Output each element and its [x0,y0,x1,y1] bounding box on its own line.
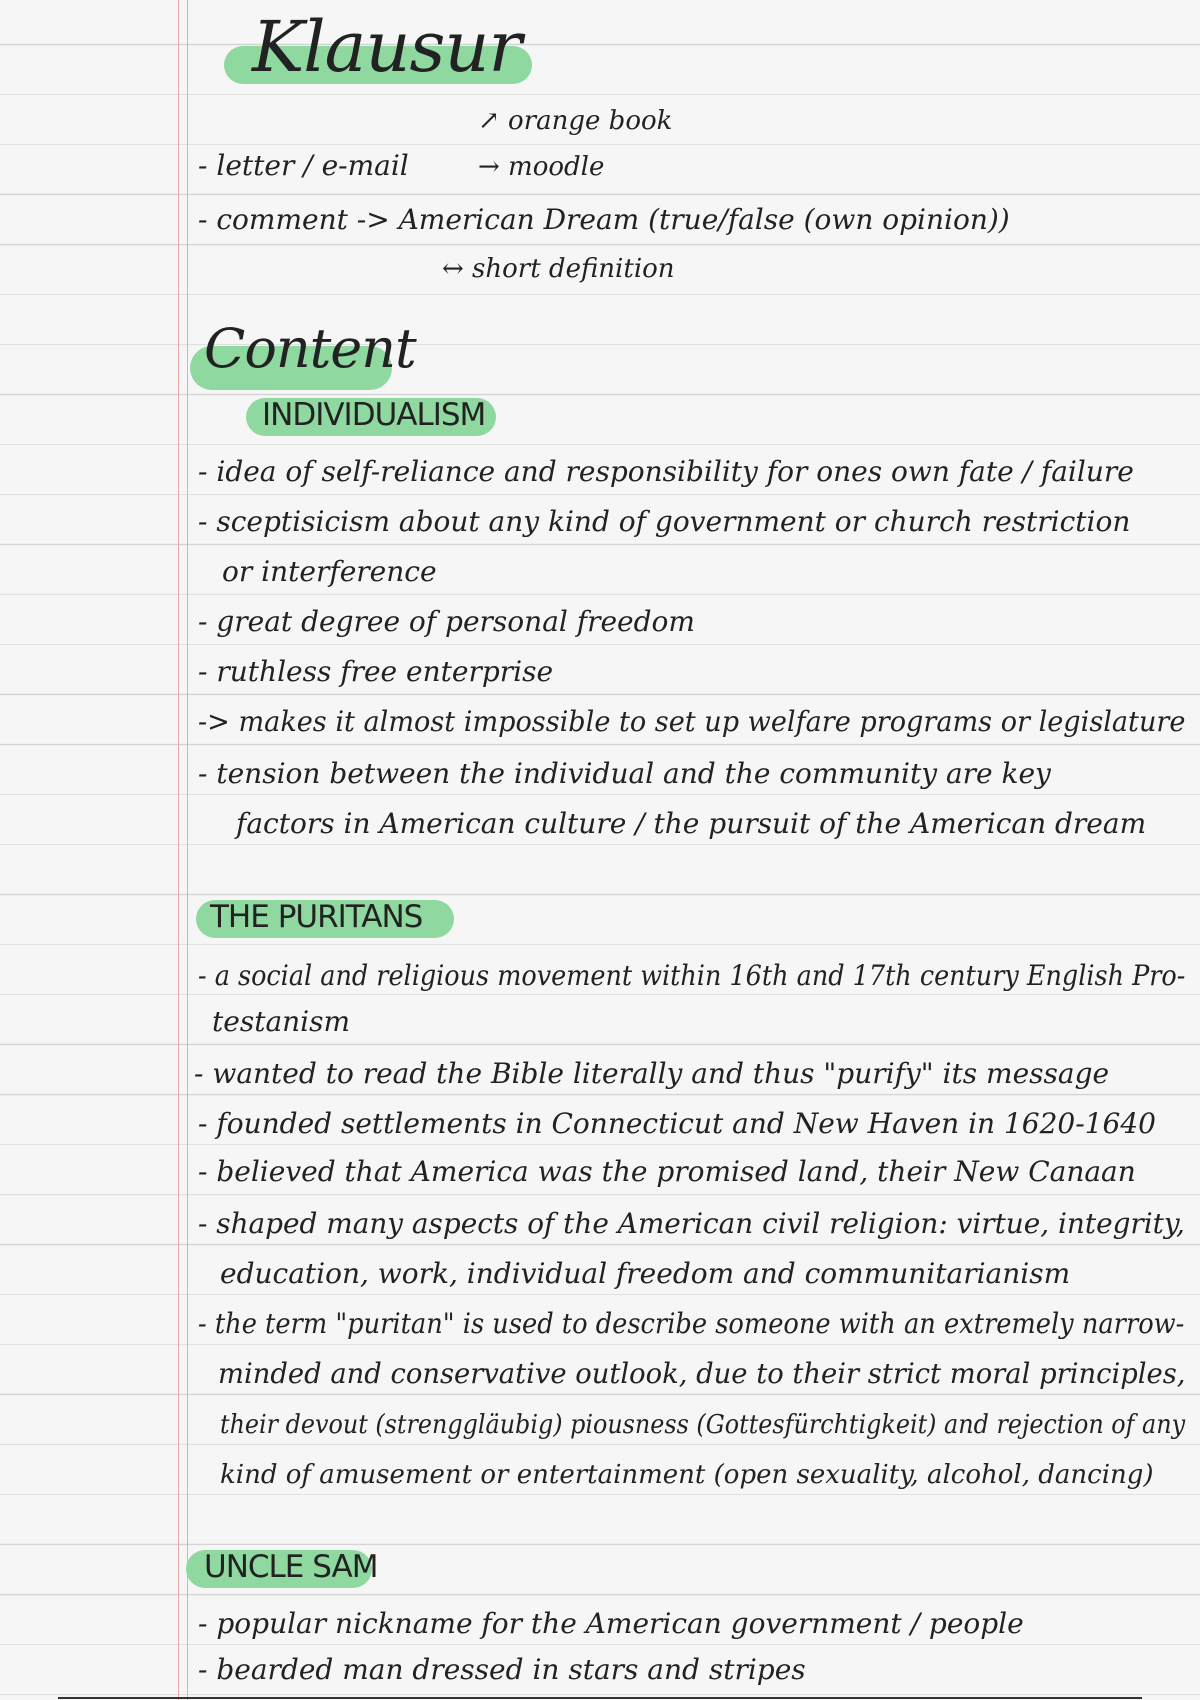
exam-letter-line: - letter / e-mail [198,149,409,182]
puritans-line: testanism [212,1005,351,1038]
margin-line-inner [187,0,188,1700]
uncle-sam-line: - popular nickname for the American government / people [198,1607,1024,1640]
puritans-line: - believed that America was the promised land, their New Canaan [198,1155,1136,1188]
puritans-line: their devout (strenggläubig) piousness (Gottesfürchtigkeit) and rejection of any [220,1410,1186,1440]
exam-comment-line: - comment -> American Dream (true/false (own opinion)) [198,203,1010,236]
individualism-line: - ruthless free enterprise [198,655,554,688]
puritans-line: education, work, individual freedom and communitarianism [220,1257,1071,1290]
page-title: Klausur [252,6,521,88]
uncle-sam-heading: UNCLE SAM [204,1549,378,1585]
puritans-line: - wanted to read the Bible literally and thus "purify" its message [194,1057,1110,1090]
exam-definition-line: ↔ short definition [442,254,675,284]
individualism-line: - great degree of personal freedom [198,605,695,638]
puritans-line: minded and conservative outlook, due to their strict moral principles, [218,1357,1186,1390]
individualism-line: or interference [222,555,437,588]
exam-arrow-orange-book: ↗ orange book [478,106,673,136]
margin-line [178,0,179,1700]
puritans-line: - founded settlements in Connecticut and New Haven in 1620-1640 [198,1107,1156,1140]
individualism-heading: INDIVIDUALISM [262,397,486,433]
uncle-sam-line: - bearded man dressed in stars and stripes [198,1653,806,1686]
puritans-line: kind of amusement or entertainment (open sexuality, alcohol, dancing) [220,1460,1154,1490]
individualism-line: - idea of self-reliance and responsibility for ones own fate / failure [198,455,1134,488]
puritans-heading: THE PURITANS [210,899,423,935]
individualism-line: - sceptisicism about any kind of government or church restriction [198,505,1131,538]
page-bottom-rule [58,1697,1142,1699]
puritans-line: - a social and religious movement within 16th and 17th century English Pro- [198,959,1186,992]
puritans-line: - the term "puritan" is used to describe someone with an extremely narrow- [198,1307,1185,1340]
individualism-line: - tension between the individual and the community are key [198,757,1051,790]
individualism-line: factors in American culture / the pursuit of the American dream [236,807,1147,840]
exam-arrow-moodle: → moodle [478,152,605,182]
puritans-line: - shaped many aspects of the American civil religion: virtue, integrity, [198,1207,1185,1240]
content-title: Content [204,317,416,380]
individualism-line: -> makes it almost impossible to set up welfare programs or legislature [198,705,1186,738]
